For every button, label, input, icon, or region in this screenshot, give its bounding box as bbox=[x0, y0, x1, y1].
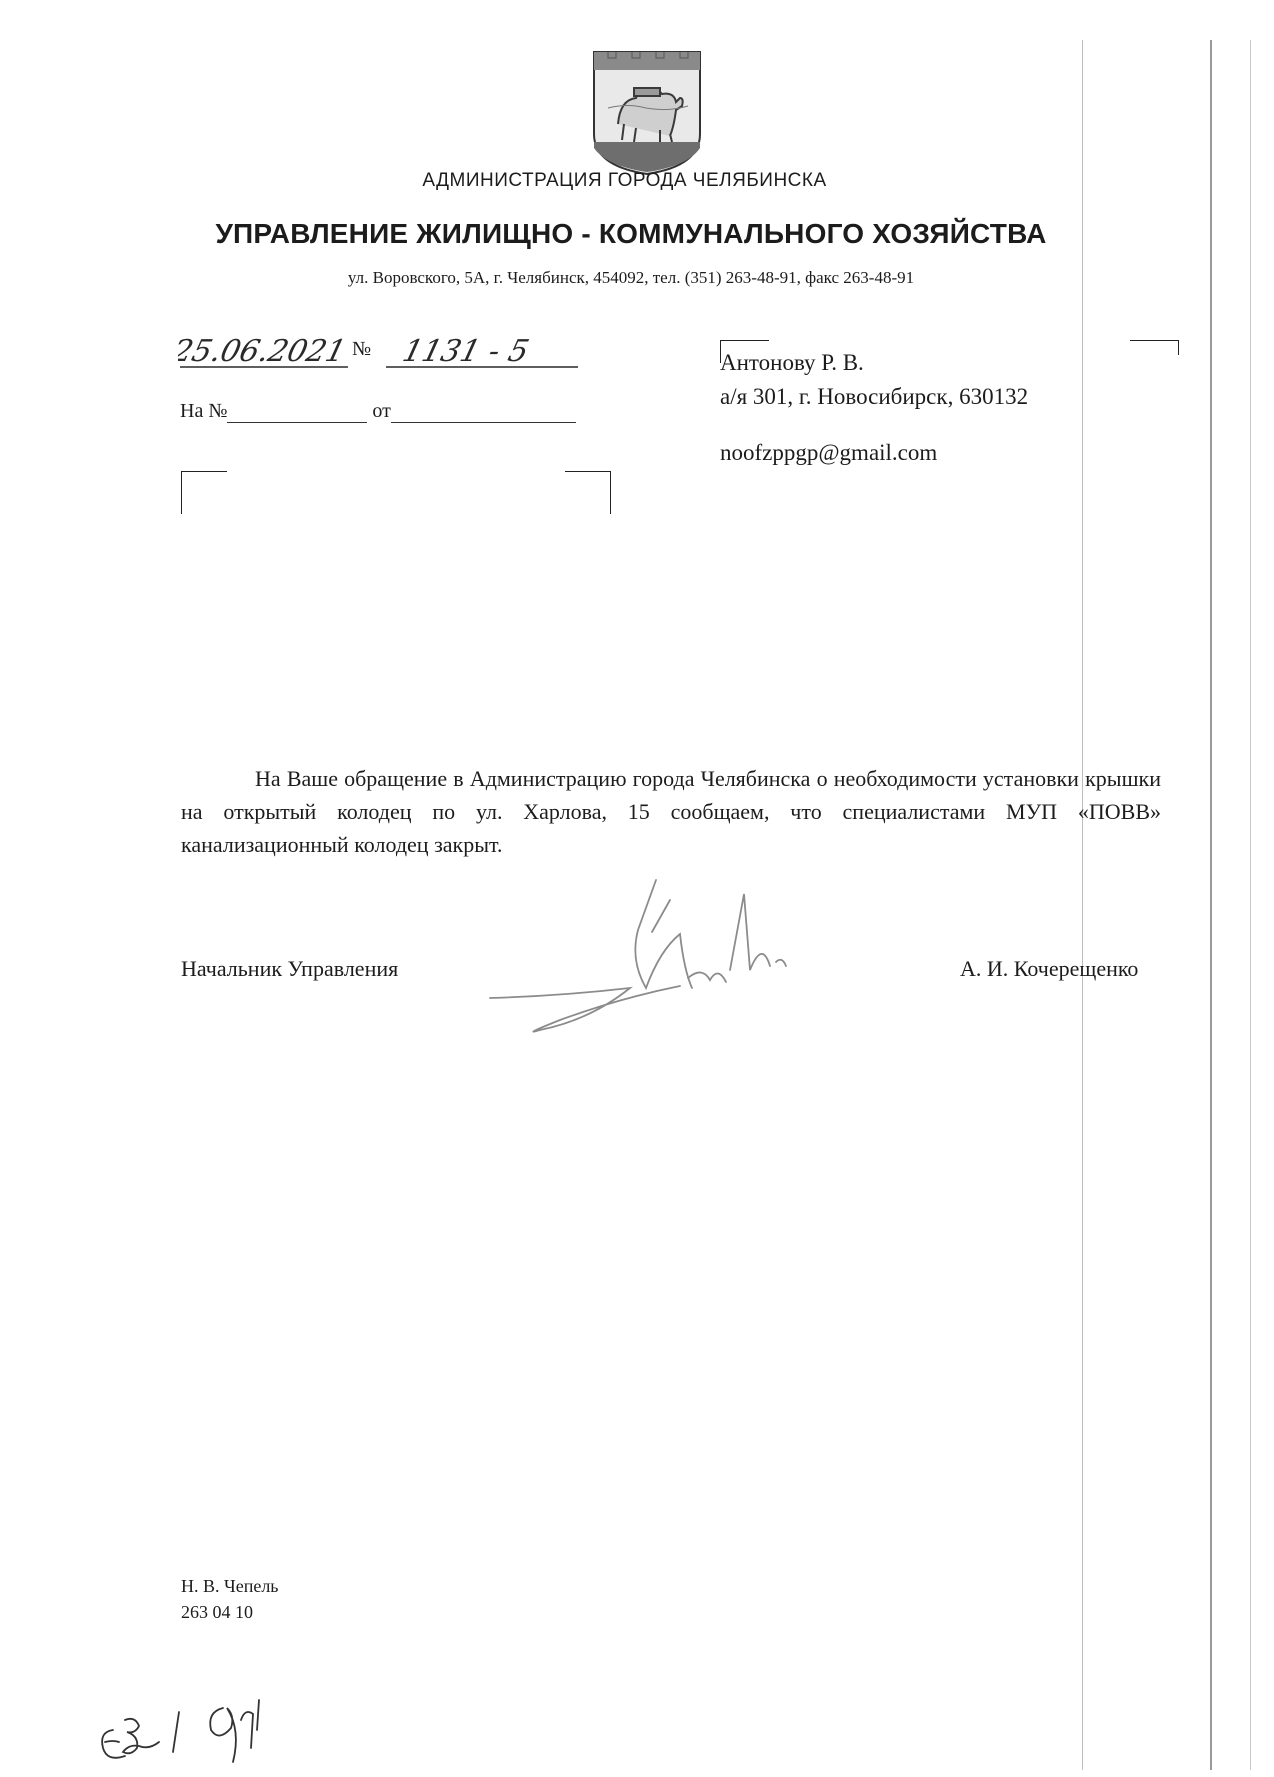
reply-reference-line bbox=[180, 400, 576, 423]
left-corner-bracket bbox=[181, 471, 227, 514]
body-paragraph: На Ваше обращение в Администрацию города Челябинска о необходимости установки крышки на открытый колодец по ул. Харлова, 15 сообщаем, что специалистами МУП «ПОВВ» канализационный колодец закрыт. bbox=[181, 766, 1161, 857]
recipient-right-bracket bbox=[1130, 340, 1179, 355]
letter-body bbox=[181, 762, 1161, 861]
signatory-name: А. И. Кочерещенко bbox=[960, 956, 1139, 981]
reply-date-blank bbox=[391, 422, 576, 423]
handwritten-registration bbox=[178, 333, 608, 373]
recipient-address: а/я 301, г. Новосибирск, 630132 bbox=[720, 384, 1029, 409]
reply-number-blank bbox=[227, 422, 367, 423]
recipient-name: Антонову Р. В. bbox=[720, 350, 864, 375]
executor-name: Н. В. Чепель bbox=[181, 1576, 279, 1596]
signatory-title: Начальник Управления bbox=[181, 956, 399, 981]
handwritten-initials bbox=[95, 1690, 295, 1770]
scan-edge-line bbox=[1250, 40, 1251, 1770]
recipient-email: noofzppgp@gmail.com bbox=[720, 440, 938, 465]
right-corner-bracket bbox=[565, 471, 611, 514]
chelyabinsk-coat-of-arms-icon bbox=[588, 48, 706, 176]
department-title: УПРАВЛЕНИЕ ЖИЛИЩНО - КОММУНАЛЬНОГО ХОЗЯЙСТВА bbox=[215, 218, 1047, 249]
number-label: № bbox=[352, 338, 372, 360]
scan-edge-line bbox=[1210, 40, 1212, 1770]
reply-to-label: На № bbox=[180, 400, 228, 422]
handwritten-date: 25.06.2021 bbox=[178, 334, 350, 369]
executor-phone: 263 04 10 bbox=[181, 1602, 253, 1622]
from-label: от bbox=[372, 400, 391, 422]
recipient-block bbox=[720, 346, 1028, 414]
administration-name: АДМИНИСТРАЦИЯ ГОРОДА ЧЕЛЯБИНСКА bbox=[422, 170, 827, 191]
department-address: ул. Воровского, 5А, г. Челябинск, 454092, тел. (351) 263-48-91, факс 263-48-91 bbox=[347, 268, 915, 287]
scan-edge-line bbox=[1082, 40, 1083, 1770]
handwritten-number: 1131 - 5 bbox=[399, 334, 533, 369]
executor-block bbox=[181, 1573, 279, 1625]
handwritten-signature bbox=[470, 870, 820, 1050]
